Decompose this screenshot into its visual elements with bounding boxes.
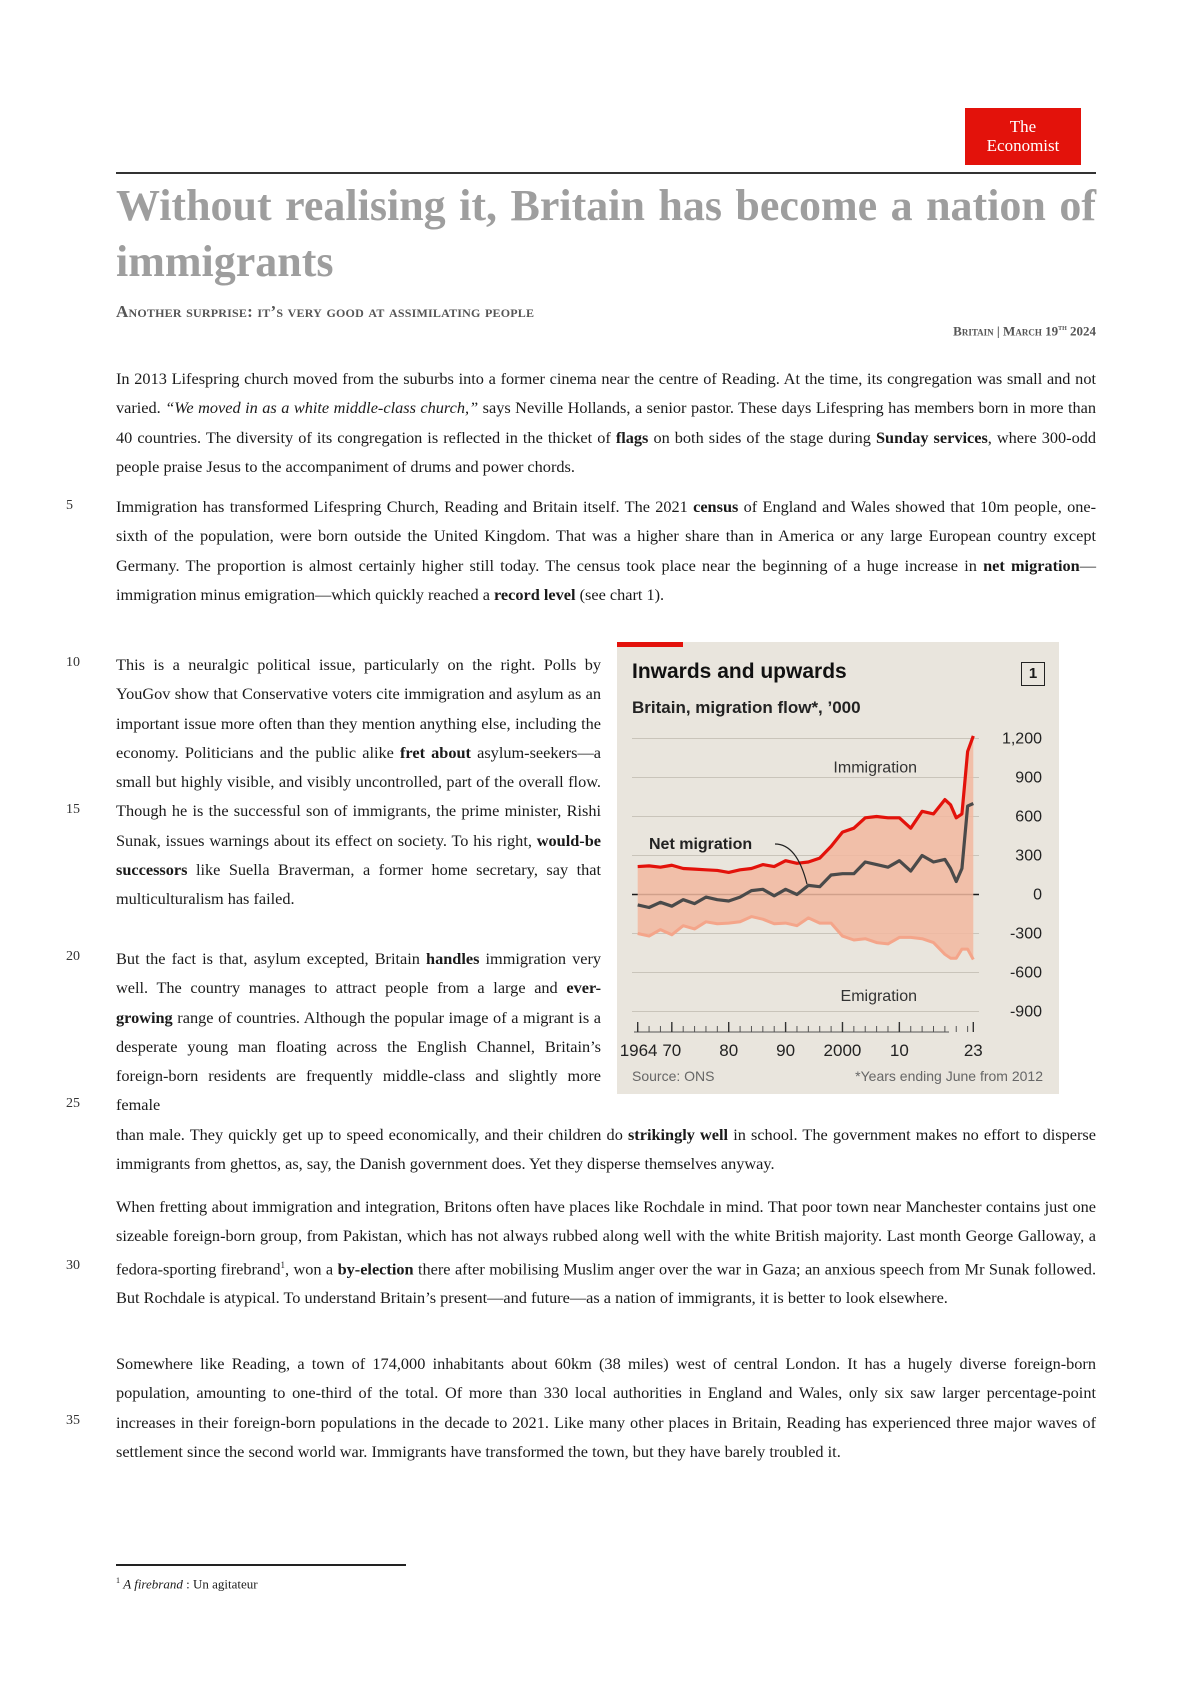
line-number: 10 <box>66 655 80 670</box>
line-number: 35 <box>66 1413 80 1428</box>
footnote-definition: Un agitateur <box>192 1576 258 1592</box>
footnote-rule <box>116 1564 406 1566</box>
y-tick-label: 0 <box>1033 886 1042 904</box>
migration-chart <box>617 642 1059 1094</box>
chart-source: Source: ONS <box>632 1068 715 1084</box>
paragraph-3: This is a neuralgic political issue, particularly on the right. Polls by YouGov show that Conservative voters cite immigration and asylum as an important issue more often than they mention anything else, including the economy. Politicians and the public alike fret about asylum-seekers—a small but highly visible, and visibly uncontrolled, part of the overall flow. Though he is the successful son of immigrants, the prime minister, Rishi Sunak, issues warnings about its effect on society. To his right, would-be successors like Suella Braverman, a former home secretary, say that multiculturalism has failed. <box>116 655 601 909</box>
x-tick-label: 90 <box>776 1041 796 1060</box>
keyword-record-level: record level <box>494 584 576 604</box>
pastor-quote: “We moved in as a white middle-class church,” <box>165 398 479 418</box>
keyword-census: census <box>693 497 739 516</box>
headline: Without realising it, Britain has become a nation of immigrants <box>116 181 1096 286</box>
keyword-ever-growing: ever-growing <box>116 978 601 1027</box>
line-number: 20 <box>66 949 80 964</box>
logo-line-2: Economist <box>986 136 1060 155</box>
keyword-by-election: by-election <box>337 1259 414 1279</box>
x-tick-label: 1964 <box>619 1041 658 1060</box>
immigration-label: Immigration <box>833 759 917 777</box>
paragraph-4: But the fact is that, asylum excepted, Britain handles immigration very well. The country manages to attract people from a large and ever-growing range of countries. Although the popular image of a migrant is a desperate young man floating across the English Channel, Britain’s foreign-born residents are frequently middle-class and slightly more female <box>116 949 602 1115</box>
footnote: $^1$ A firebrand : Un agitateur <box>116 1576 258 1592</box>
y-tick-label: 300 <box>1015 847 1042 865</box>
chart-number-badge: 1 <box>1021 662 1045 686</box>
line-number: 5 <box>66 498 73 513</box>
date-suffix: th <box>1058 323 1067 332</box>
y-tick-label: -900 <box>1009 1003 1042 1021</box>
logo-line-1: The <box>1009 117 1037 136</box>
net-migration-label: Net migration <box>649 836 753 853</box>
x-tick-label: 2000 <box>823 1041 862 1060</box>
line-number: 25 <box>66 1096 80 1111</box>
keyword-flags: flags <box>615 427 649 447</box>
x-tick-label: 10 <box>889 1041 909 1060</box>
date-text: March 19 <box>1003 323 1059 339</box>
chart-subtitle: Britain, migration flow*, ’000 <box>632 698 861 717</box>
chart-plot <box>617 642 1059 1094</box>
footnote-term: A firebrand <box>123 1576 183 1592</box>
economist-logo <box>965 108 1081 165</box>
y-tick-label: 600 <box>1015 808 1042 826</box>
y-tick-label: 900 <box>1015 769 1042 787</box>
dateline-separator: | <box>993 323 1004 339</box>
keyword-net-migration: net migration <box>983 555 1080 575</box>
top-rule <box>116 172 1096 174</box>
footnote-ref[interactable]: 1 <box>280 1259 285 1270</box>
x-tick-label: 23 <box>963 1041 983 1060</box>
dateline <box>953 323 1096 339</box>
date-year: 2024 <box>1066 323 1096 339</box>
x-tick-label: 80 <box>719 1041 739 1060</box>
keyword-would-be-successors: would-be successors <box>116 830 601 880</box>
y-tick-label: -300 <box>1009 925 1042 943</box>
subhead: Another surprise: it’s very good at assimilating people <box>116 302 535 321</box>
x-tick-label: 70 <box>662 1041 682 1060</box>
keyword-fret-about: fret about <box>400 742 471 762</box>
line-number: 30 <box>66 1258 80 1273</box>
paragraph-4-continued: than male. They quickly get up to speed economically, and their children do strikingly well in school. The government makes no effort to disperse immigrants from ghettos, as, say, the Danish government does. Yet they disperse themselves anyway. <box>116 1125 1096 1174</box>
emigration-label: Emigration <box>840 988 917 1006</box>
paragraph-5: When fretting about immigration and integration, Britons often have places like Rochdale in mind. That poor town near Manchester contains just one sizeable foreign-born group, from Pakistan, which has not always rubbed along well with the white British majority. Last month George Galloway, a fedora-sporting firebrand$^1$, won a by-election there after mobilising Muslim anger over the war in Gaza; an anxious speech from Mr Sunak followed. But Rochdale is atypical. To understand Britain’s present—and future—as a nation of immigrants, it is better to look elsewhere. <box>116 1197 1097 1308</box>
chart-note: *Years ending June from 2012 <box>855 1068 1043 1084</box>
paragraph-2: Immigration has transformed Lifespring Church, Reading and Britain itself. The 2021 census of England and Wales showed that 10m people, one-sixth of the population, were born outside the United Kingdom. That was a higher share than in America or any large European country except Germany. The proportion is almost certainly higher still today. The census took place near the beginning of a huge increase in net migration—immigration minus emigration—which quickly reached a record level (see chart 1). <box>116 497 1096 604</box>
paragraph-6: Somewhere like Reading, a town of 174,000 inhabitants about 60km (38 miles) west of central London. It has a hugely diverse foreign-born population, amounting to one-third of the total. Of more than 330 local authorities in England and Wales, only six saw larger percentage-point increases in their foreign-born populations in the decade to 2021. Like many other places in Britain, Reading has experienced three major waves of settlement since the second world war. Immigrants have transformed the town, but they have barely troubled it. <box>116 1354 1096 1461</box>
y-tick-label: -600 <box>1009 964 1042 982</box>
section-label: Britain <box>953 323 994 339</box>
keyword-sunday-services: Sunday services <box>875 427 988 447</box>
keyword-strikingly-well: strikingly well <box>627 1125 729 1144</box>
line-number: 15 <box>66 802 80 817</box>
keyword-handles: handles <box>426 949 480 968</box>
y-tick-label: 1,200 <box>1001 730 1042 748</box>
chart-title: Inwards and upwards <box>632 660 847 683</box>
paragraph-1: In 2013 Lifespring church moved from the suburbs into a former cinema near the centre of Reading. At the time, its congregation was small and not varied. “We moved in as a white middle-class church,” says Neville Hollands, a senior pastor. These days Lifespring has members born in more than 40 countries. The diversity of its congregation is reflected in the thicket of flags on both sides of the stage during Sunday services, where 300-odd people praise Jesus to the accompaniment of drums and power chords. <box>116 369 1097 476</box>
